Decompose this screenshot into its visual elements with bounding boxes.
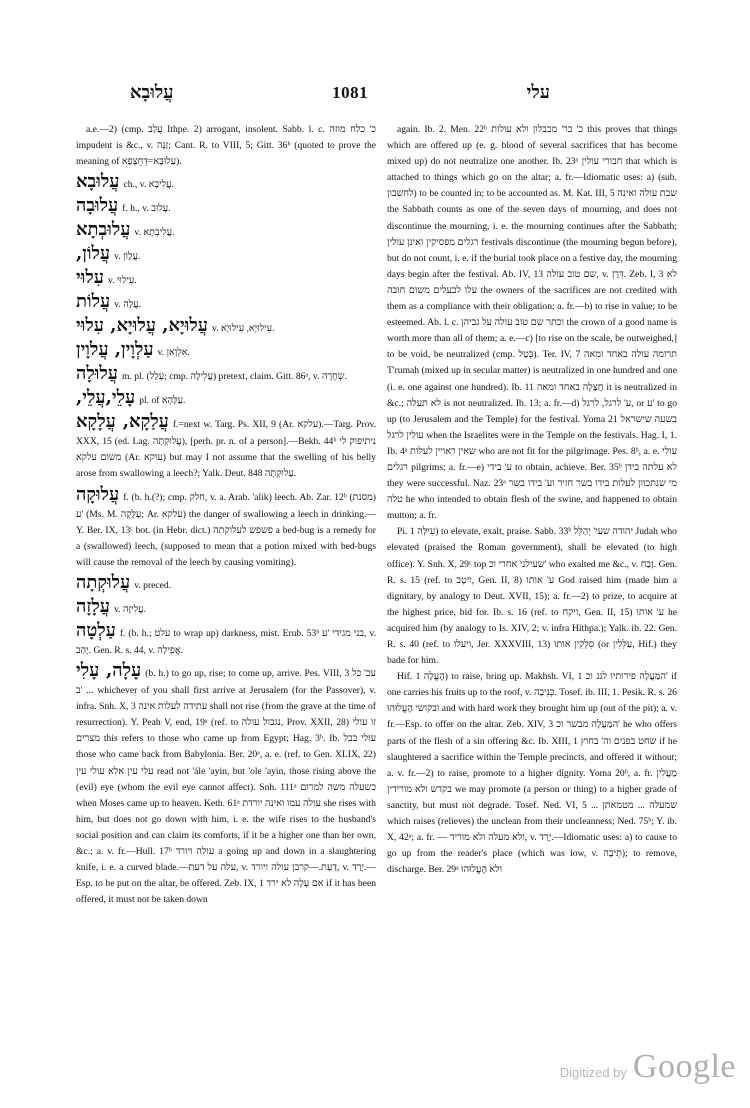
entry-headword: עֲלַקָא, עֲלָקָא [76,411,169,433]
entry-headword: עֲלוֹת [76,291,111,313]
dictionary-entry [76,338,376,362]
text-paragraph: Pi. עִילָּה 1) to elevate, exalt, praise. Sabb. 33ᵇ יהודה שעי' יְהַלֵּל Judah who elevated (praised the Roman government), shall be elevated (to high office). Y. Snh. X, 29ᶜ top שעילני אחרי וכ' who exalted me &c., v. זָבַח. Gen. R. s. 15 (ref. to יִיטָב, Gen. II, 8) ע' אותו God raised him (made him a dignitary, by analogy to Deut. XVII, 15); a. fr.—2) to prize, to acquire at the highest price, bid for. Ib. s. 16 (ref. to ויקח, Gen. II, 15) ע' אותו he acquired him (by analogy to Is. XIV, 2; v. infra Hithpa.); Yalk. ib. 22. Gen. R. s. 40 (ref. to ויעלו, Jer. XXXVIII, 13) סִלְּקִין אותו (or עַלְּלִין, Hif.) they bade for him. [387,526,677,667]
header-right-guide-word: עלי [526,82,550,102]
entry-headword: עָלָה, עָלִי [76,660,142,682]
dictionary-entry [76,218,376,242]
dictionary-entry [76,386,376,410]
dictionary-entry [76,194,376,218]
entry-headword: עֲלוּבָא [76,171,120,193]
dictionary-entry [76,314,376,338]
watermark-label: Digitized by [559,1065,627,1080]
header-left-guide-word: עֲלוּבָא [130,82,174,102]
left-column [76,122,376,1082]
entry-headword: עֲלוּקָה [76,483,120,505]
dictionary-entry [76,571,376,595]
entry-headword: עַלְוָין, עֲלוָין [76,339,154,361]
entry-definition: f. (b. h.(?); cmp. חלק, v. a. Arab. 'alik) leech. Ab. Zar. 12ᵇ (מסנת) ע' (Ms. M. עַלָּקָה; Ar. עלקא) the danger of swallowing a leech in drinking.—Y. Ber. IX, 13ᶜ bot. (in Hebr. dict.) פשפש לעלוקתה a bed-bug is a remedy for a (swallowed) leech, (supposed to mean that a potion mixed with bed-bugs will cause the removal of the leech by causing vomiting). [76,491,376,568]
entry-headword: עֲלוּבְתָא [76,219,131,241]
entry-definition: ch., v. עֲלִיבָא. [123,179,174,191]
dictionary-entry [76,290,376,314]
entry-definition: v. עֲלִיבְתָא. [134,227,175,239]
digitized-watermark [560,1048,736,1086]
entry-definition: v. עֲלָה. [114,299,142,311]
text-paragraph: again. Ib. 2. Men. 22ᵇ כ' כר' מבבלון ולא עולות this proves that things which are offered up (e. g. blood of several sacrifices that has become mixed up) do not neutralize one another. Ib. 23ᵃ חבורי עולין that which is attached to things which go on the altar; a. fr.—Idiomatic uses: a) (sub. לחשבון) to be counted in; to be accounted as. M. Kat. III, 5 שבת עולה ואינה the Sabbath counts as one of the seven days of mourning, and does not discontinue the mourning, i. e. the mourning continues after the Sabbath; רגלים מפסיקין ואינן עולין festivals discontinue (the mourning begun before), but do not count, i. e. if the burial took place on a festive day, the mourning days begin after the festival. Ab. IV, 13 שם טוב עולה, v. דֵּרָן. Zeb. I, 3 לא עלו לבעלים משום חובה the owners of the sacrifices are not credited with them as a compliance with their obligation; a. fr.—b) to rise in value; to be esteemed. Ab. l. c. וכתר שם טוב עולה על גביהן the crown of a good name is worth more than all of them; a. e.—c) [to rise on the scale, be outweighed,] to be void, be neutralized (cmp. בְּטַל). Ter. IV, 7 תרומה עולה באחד ומאה T'rumah (mixed up in secular matter) is neutralized in one hundred and one (i. e. one against one hundred). Ib. 11 חֲצַלָה באחד ומאה it is neutralized in &c.; לא תעלה is not neutralized. Ib. 13; a. fr.—d) ע' לרגל, לרגל, or ע' to go up (to Jerusalem and the Temple) for the festival. Yoma 21 בשעה שישראל עולין לרגל when the Israelites were in the Temple on the festivals. Hag. I, 1. Ib. 4ᵃ שאין ראויין לעלות who are not fit for the pilgrimage. Pes. 8ᵇ, a. e. עולי רגלים pilgrims; a. fr.—e) ע' בידי to obtain, achieve. Ber. 35ᵇ לא עלתה בידן they were successful. Naz. 23ᵃ מי שנתכוון לעלות בידו בשר חזיר וע' בידו בשר טלה he who intended to obtain flesh of the swine, and happened to obtain mutton; a. fr. [387,124,677,522]
dictionary-entry [76,595,376,619]
entry-headword: עֲלוּקְתָה [76,571,131,593]
google-logo: Google [632,1048,736,1085]
dictionary-entry [76,362,376,386]
entry-definition: f.=next w. Targ. Ps. XII, 9 (Ar. עלקא).—Targ. Prov. XXX, 15 (ed. Lag. עֲלוּקְתָה), [perh. pr. n. of a person].—Bekh. 44ᵇ ניתיפוק לי משום עלקא (Ar. עוקא) but may I not assume that the swelling of his belly arose from swallowing a leech?; Yalk. Deut. 848 עַלוּקְתָה. [76,419,376,480]
entry-definition: m. pl. (עָלַל; cmp. עֲלִילָה) pretext, claim. Gitt. 86ᵃ, v. שְׂחָרָה. [122,371,347,383]
dictionary-entry [76,266,376,290]
entry-definition: v. עֲלָוֹן. [114,251,141,263]
dictionary-entry [76,410,376,482]
entry-headword: עֲלוֹן, [76,243,111,265]
right-column [387,122,677,1082]
text-paragraph: a.e.—2) (cmp. עֲלַב Ithpe. 2) arrogant, insolent. Sabb. l. c. כ' כלח מוזה impudent is &c., v. זַנָּה; Cant. R. to VIII, 5; Gitt. 36ᵇ (quoted to prove the meaning of עַלוּבָּא=דְּחֻצְפָא). [76,124,376,168]
entry-definition: v. עִילוּיָא, עִילוּיָא. [211,323,275,335]
entry-definition: pl. of עַלָּהָא. [139,395,186,407]
entry-definition: f. (b. h.; עלט to wrap up) darkness, mist. Erub. 53ᵇ בני מגידי 'ע, v. יָהַב. Gen. R. s. 44, v. אֲפֵילָה. [76,627,376,656]
entry-definition: v. preced. [134,579,172,591]
entry-definition: f. h., v. עָלוּב. [122,203,171,215]
text-paragraph: Hif. הֶעֱלָה 1) to raise, bring up. Makhsh. VI, 1 המַעֲלָה פירותיו לגג וכ' if one carries his fruits up to the roof, v. כְּנִיבָה. Tosef. ib. III, 1. Pesik. R. s. 26 ובקושי הֶעֱלוּהוּ and with hard work they brought him up (out of the pit); a. v. fr.—Esp. to offer on the altar. Zeb. XIV, 3 המַעֲלָה מבשר וכ' he who offers parts of the flesh of a sin offering &c. Ib. XIII, 1 שחט בפנים וה' בחוץ if he slaughtered a sacrifice within the Temple precincts, and offered it without; a. v. fr.—2) to raise, promote to a higher dignity. Yoma 20ᵇ, a. fr. מַעֲלִין בקדש ולא מורידין we may promote (a person or thing) to a higher grade of sanctity, but must not degrade. Tosef. Ned. VI, 5 ... שמעלה ... מטמאתן which raises (relieves) the unclean from their uncleanness; Ned. 75ᵇ; Y. ib. X, 42ᵃ; a. fr. — ולא מעלה ולא מוריד, v. יָרַד.—Idiomatic uses: a) to cause to go up from the reader's place (which was low, v. תֵּיבָה); to remove, discharge. Ber. 29ᵃ ולא הֶעֱלוּהוּ [387,671,677,876]
entry-definition: v. עֲלִיזָה. [113,603,147,615]
page-number: 1081 [332,83,369,102]
dictionary-entry [76,659,376,908]
entry-headword: עִלוּי [76,267,104,289]
page-header [130,82,550,106]
entry-headword: עַלְטָה [76,619,116,641]
entry-definition: (b. h.) to go up, rise; to come up, arrive. Pes. VIII, 3 עכ' כל ... 'ב whichever of you shall first arrive at Jerusalem (for the Passover), v. infra. Snh. X, 3 עתידה לעלות אינה shall not rise (from the grave at the time of resurrection). Y. Peah V, end, 19ᵃ (ref. to נגבול עולה, Prov. XXII, 28) זו עולי מצרים this refers to those who came up from Egypt; Hag. 3ᵇ. Ib. עולי בבל those who came back from Babylonia. Ber. 20ᵃ, a. e. (ref. to Gen. XLIX, 22) עלי עין אלא עולי עין read not 'ále 'ayin, but 'ole 'ayin, those rising above the (evil) eye (whom the evil eye cannot affect). Snh. 111ᵃ כשעלה משה למרום when Moses came up to heaven. Keth. 61ᵃ עולה עמו ואינה יורדת she rises with him, but does not go down with him, i. e. the wife rises to the husband's social position and can claim its comforts, if it be a higher one than her own, &c.; a. v. fr.—Hull. 17ᵇ עולה ויורד a going up and down in a slaughtering knife, i. e. a curved blade.—עלה על דעת, v. דַּעַת.—קרבן עולה ויורד, v. יָרַד.—Esp. to be put on the altar, be offered. Zeb. IX, 1 אם עָלָה לא ירד if it has been offered, it must not be taken down [76,668,376,906]
entry-headword: עֲלוּלָה [76,363,118,385]
entry-definition: v. אִלְוָאן. [157,347,190,359]
dictionary-entry [76,170,376,194]
entry-headword: עָלֵי,עֲלֵי, [76,387,136,409]
dictionary-entry [76,619,376,659]
entry-headword: עֲלוּבָה [76,195,119,217]
entry-headword: עֲלוּיָא, עֲלוּיָא, עִלוּי [76,315,208,337]
dictionary-entry [76,242,376,266]
entry-definition: v. עִילוּי. [107,275,137,287]
entry-headword: עֲלָזָה [76,595,110,617]
dictionary-entry [76,483,376,571]
